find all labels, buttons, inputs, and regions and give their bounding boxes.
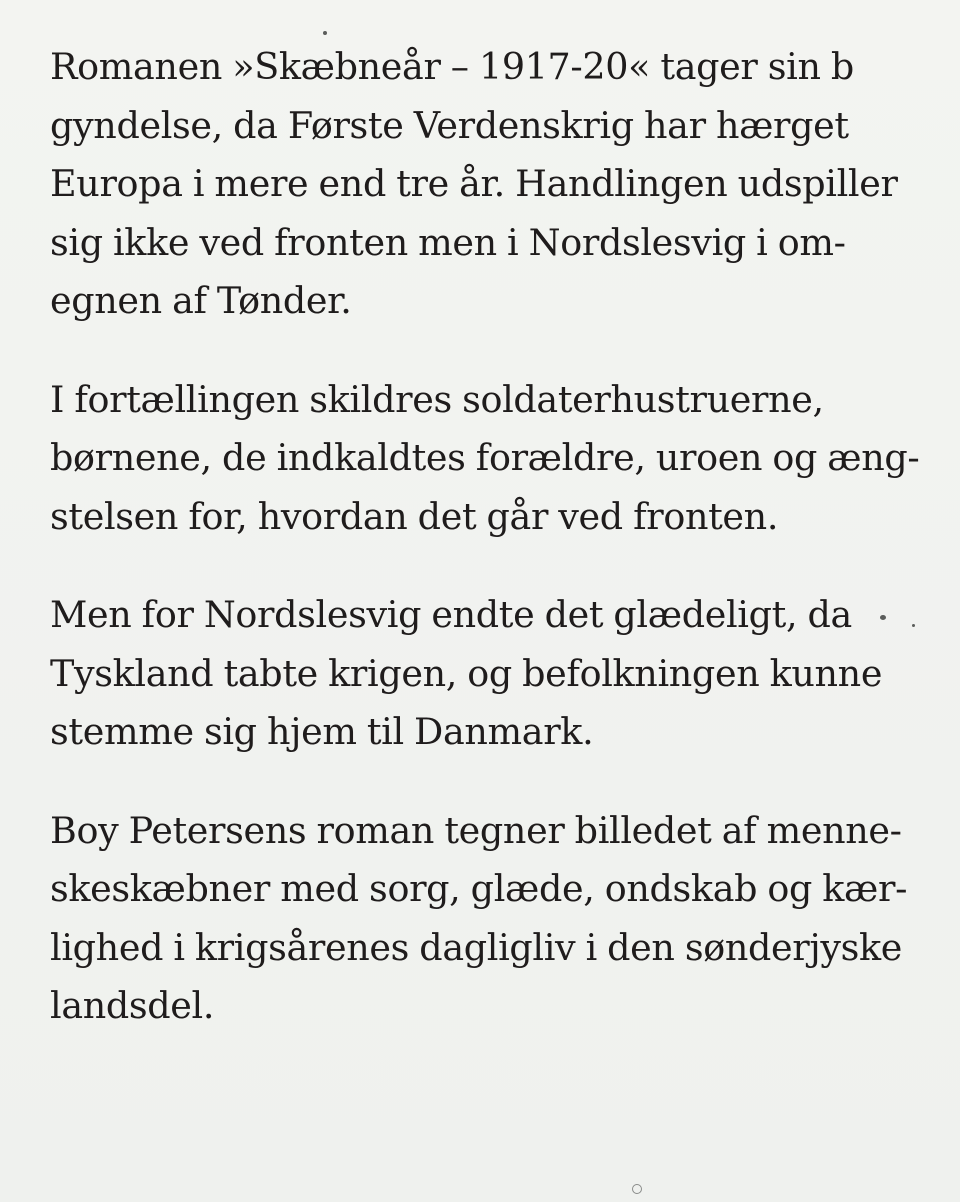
paper-speck (323, 31, 327, 35)
paragraph-1 (50, 38, 940, 331)
text-line: egnen af Tønder. (50, 279, 352, 322)
text-line: landsdel. (50, 984, 215, 1027)
text-line: sig ikke ved fronten men i Nordslesvig i om- (50, 220, 846, 264)
text-line: skeskæbner med sorg, glæde, ondskab og kær- (50, 867, 908, 910)
text-line: Europa i mere end tre år. Handlingen udspiller (50, 162, 898, 205)
text-line: stelsen for, hvordan det går ved fronten. (50, 494, 779, 538)
blurb-text (50, 38, 940, 1036)
text-line: Romanen »Skæbneår – 1917-20« tager sin b (50, 45, 854, 88)
paper-speck (880, 615, 886, 620)
paragraph-4 (50, 802, 940, 1036)
paragraph-3 (50, 586, 940, 762)
text-line: gyndelse, da Første Verdenskrig har hærget (50, 103, 849, 147)
text-line: Tyskland tabte krigen, og befolkningen kunne (50, 651, 883, 695)
text-line: lighed i krigsårenes dagligliv i den sønderjyske (50, 925, 902, 969)
paper-speck (912, 624, 915, 627)
paragraph-gap (50, 331, 940, 371)
text-line: stemme sig hjem til Danmark. (50, 710, 594, 753)
paragraph-gap (50, 546, 940, 586)
paper-speck (632, 1184, 642, 1194)
paragraph-2 (50, 371, 940, 547)
text-line: Men for Nordslesvig endte det glædeligt, da (50, 593, 852, 636)
paragraph-gap (50, 762, 940, 802)
text-line: børnene, de indkaldtes forældre, uroen og æng- (50, 436, 920, 479)
text-line: I fortællingen skildres soldaterhustruerne, (50, 377, 824, 421)
text-line: Boy Petersens roman tegner billedet af menne- (50, 808, 902, 852)
